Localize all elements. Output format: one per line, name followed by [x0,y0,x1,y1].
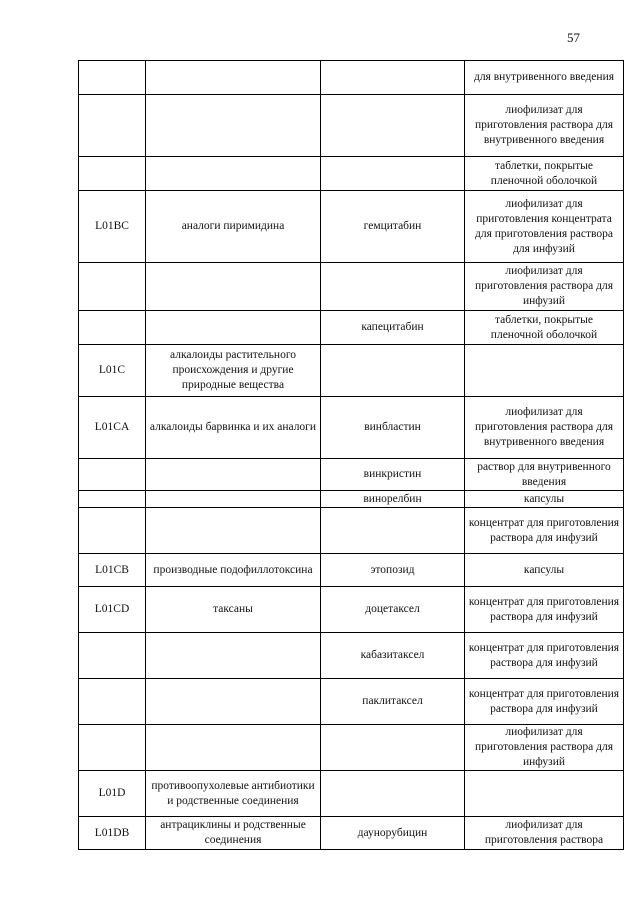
drug-name-cell: гемцитабин [321,191,465,263]
table-row [79,725,624,771]
dosage-form-cell: лиофилизат для приготовления раствора для инфузий [465,263,624,311]
group-cell [146,263,321,311]
drug-name-cell [321,95,465,157]
drug-name-cell: паклитаксел [321,679,465,725]
drug-name-cell [321,263,465,311]
group-cell: антрациклины и родственные соединения [146,817,321,850]
atc-code-cell: L01D [79,771,146,817]
group-cell [146,95,321,157]
table-row [79,459,624,491]
dosage-form-cell: лиофилизат для приготовления раствора [465,817,624,850]
drug-name-cell: винорелбин [321,491,465,508]
drug-name-cell [321,345,465,397]
table-row [79,157,624,191]
group-cell: противоопухолевые антибиотики и родственные соединения [146,771,321,817]
drug-name-cell: кабазитаксел [321,633,465,679]
drug-name-cell: даунорубицин [321,817,465,850]
atc-code-cell [79,157,146,191]
table-row [79,817,624,850]
atc-code-cell [79,508,146,554]
drug-name-cell [321,508,465,554]
group-cell [146,679,321,725]
table-row [79,345,624,397]
table-row [79,633,624,679]
dosage-form-cell: лиофилизат для приготовления раствора для внутривенного введения [465,397,624,459]
dosage-form-cell: для внутривенного введения [465,61,624,95]
atc-code-cell [79,491,146,508]
drug-name-cell: доцетаксел [321,587,465,633]
table-row [79,554,624,587]
dosage-form-cell: концентрат для приготовления раствора для инфузий [465,679,624,725]
atc-code-cell: L01DB [79,817,146,850]
drug-name-cell: этопозид [321,554,465,587]
dosage-form-cell [465,771,624,817]
dosage-form-cell: концентрат для приготовления раствора для инфузий [465,587,624,633]
group-cell [146,633,321,679]
drug-name-cell: винкристин [321,459,465,491]
atc-code-cell [79,459,146,491]
atc-code-cell [79,263,146,311]
table-row [79,397,624,459]
table-row [79,491,624,508]
dosage-form-cell: концентрат для приготовления раствора для инфузий [465,633,624,679]
dosage-form-cell: таблетки, покрытые пленочной оболочкой [465,157,624,191]
atc-code-cell [79,61,146,95]
table-row [79,587,624,633]
atc-code-cell [79,679,146,725]
dosage-form-cell: лиофилизат для приготовления концентрата для приготовления раствора для инфузий [465,191,624,263]
group-cell [146,61,321,95]
table-row [79,191,624,263]
table-row [79,61,624,95]
table-row [79,95,624,157]
table-row [79,508,624,554]
atc-code-cell [79,95,146,157]
atc-code-cell [79,311,146,345]
group-cell [146,311,321,345]
group-cell [146,157,321,191]
table-row [79,679,624,725]
drug-name-cell [321,61,465,95]
table-row [79,771,624,817]
dosage-form-cell: лиофилизат для приготовления раствора для инфузий [465,725,624,771]
atc-code-cell: L01C [79,345,146,397]
dosage-form-cell [465,345,624,397]
table-row [79,311,624,345]
atc-code-cell: L01CA [79,397,146,459]
group-cell: таксаны [146,587,321,633]
drug-name-cell [321,771,465,817]
dosage-form-cell: лиофилизат для приготовления раствора для внутривенного введения [465,95,624,157]
drug-name-cell: капецитабин [321,311,465,345]
group-cell [146,508,321,554]
group-cell [146,491,321,508]
drug-classification-table [78,60,624,850]
drug-name-cell: винбластин [321,397,465,459]
atc-code-cell [79,725,146,771]
dosage-form-cell: капсулы [465,554,624,587]
atc-code-cell: L01CD [79,587,146,633]
dosage-form-cell: раствор для внутривенного введения [465,459,624,491]
dosage-form-cell: таблетки, покрытые пленочной оболочкой [465,311,624,345]
page-number: 57 [567,30,580,45]
group-cell: производные подофиллотоксина [146,554,321,587]
atc-code-cell: L01BC [79,191,146,263]
group-cell [146,459,321,491]
table-row [79,263,624,311]
atc-code-cell: L01CB [79,554,146,587]
dosage-form-cell: капсулы [465,491,624,508]
group-cell: алкалоиды растительного происхождения и другие природные вещества [146,345,321,397]
group-cell: аналоги пиримидина [146,191,321,263]
dosage-form-cell: концентрат для приготовления раствора для инфузий [465,508,624,554]
group-cell [146,725,321,771]
group-cell: алкалоиды барвинка и их аналоги [146,397,321,459]
atc-code-cell [79,633,146,679]
drug-name-cell [321,725,465,771]
drug-name-cell [321,157,465,191]
